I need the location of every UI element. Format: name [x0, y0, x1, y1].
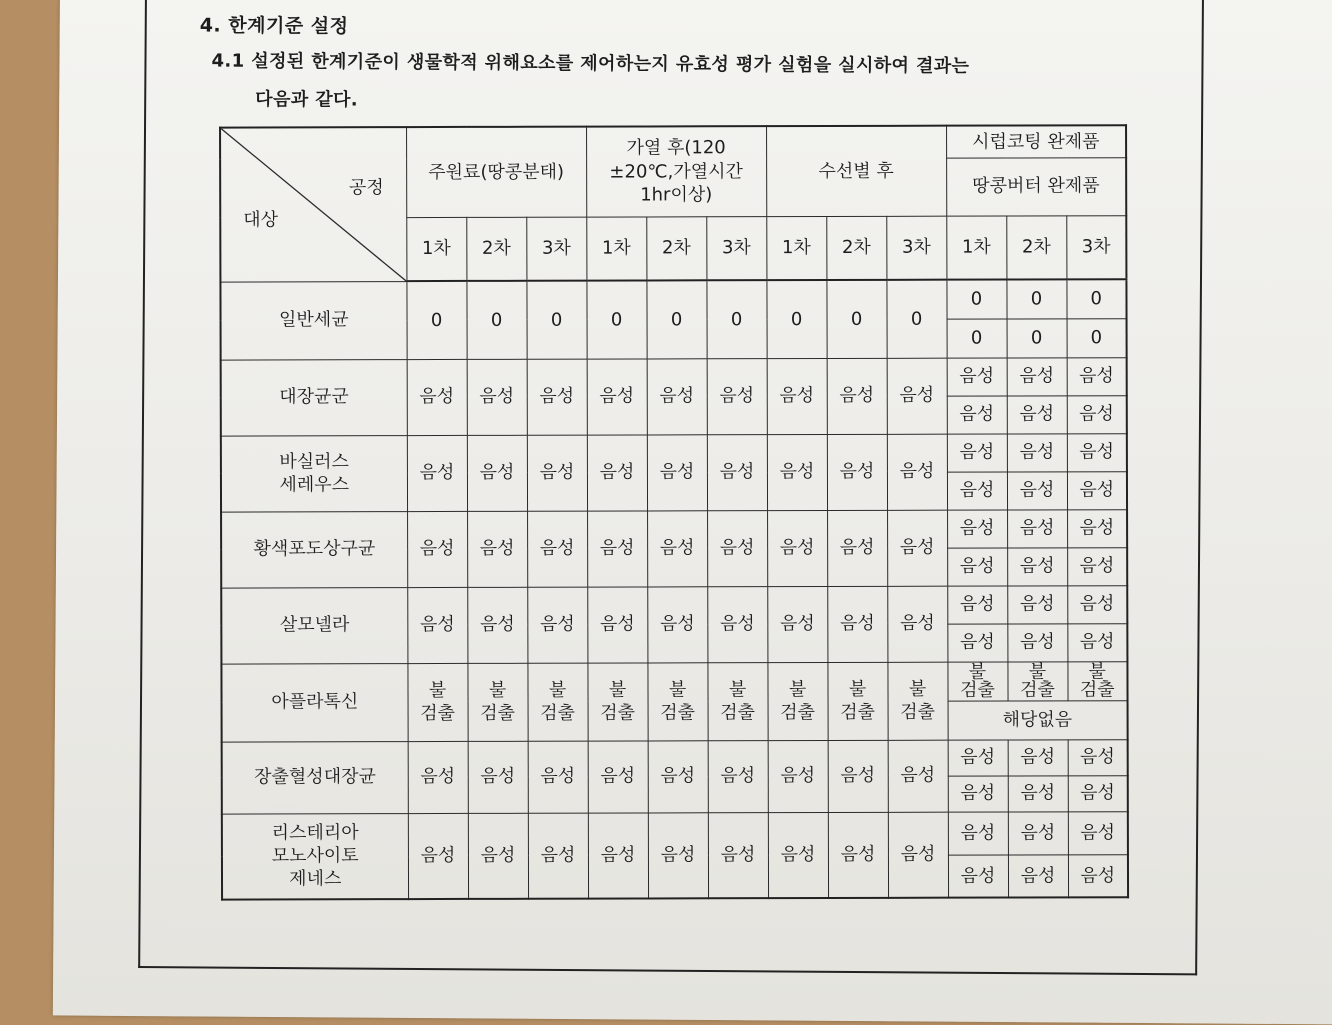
butter-result-cell: 음성 [1007, 623, 1067, 661]
result-cell [527, 663, 587, 741]
result-cell: 음성 [527, 435, 587, 511]
round-header: 1차 [946, 216, 1006, 280]
corner-header-cell [220, 127, 406, 281]
result-cell: 음성 [828, 740, 888, 812]
result-cell: 음성 [887, 586, 947, 662]
target-name-cell [221, 663, 407, 741]
result-cell: 음성 [827, 358, 887, 434]
result-line-top: 불 [548, 679, 567, 701]
result-cell: 음성 [528, 813, 588, 899]
round-header: 1차 [586, 216, 646, 280]
result-cell [707, 662, 767, 740]
butter-result-cell: 음성 [1067, 547, 1127, 585]
result-cell: 음성 [407, 587, 467, 663]
round-header: 1차 [406, 217, 466, 281]
result-cell: 음성 [647, 358, 707, 434]
target-name-cell [221, 435, 407, 511]
paragraph-line-2: 다음과 같다. [255, 88, 359, 111]
result-line-top: 불 [728, 678, 747, 700]
butter-result-cell: 음성 [947, 472, 1007, 510]
butter-result-cell: 음성 [1008, 854, 1068, 897]
result-cell: 0 [586, 280, 646, 358]
group-header-heat-line-1: 가열 후(120 [626, 137, 726, 159]
result-cell: 음성 [827, 586, 887, 662]
result-cell: 음성 [888, 740, 948, 812]
syrup-result-cell: 0 [946, 280, 1006, 319]
butter-result-cell: 음성 [1067, 395, 1127, 433]
result-cell: 음성 [648, 812, 708, 898]
result-line-bottom: 검출 [780, 702, 815, 724]
target-name-line: 살모넬라 [279, 614, 350, 636]
result-cell: 0 [526, 281, 586, 359]
round-header: 3차 [706, 216, 766, 280]
syrup-result-cell: 음성 [947, 358, 1007, 396]
result-cell: 음성 [767, 358, 827, 434]
butter-result-cell: 음성 [1067, 471, 1127, 509]
result-cell: 음성 [587, 434, 647, 510]
result-cell: 음성 [527, 511, 587, 587]
group-header-sort: 수선별 후 [766, 126, 946, 216]
target-name-line: 아플라톡신 [271, 691, 359, 713]
result-cell: 음성 [647, 434, 707, 510]
syrup-result-cell: 음성 [1007, 433, 1067, 471]
result-cell: 음성 [468, 813, 528, 899]
butter-result-cell: 음성 [1007, 395, 1067, 433]
butter-result-cell: 음성 [1007, 547, 1067, 585]
syrup-result-cell: 음성 [1008, 739, 1068, 775]
round-header: 3차 [1066, 215, 1126, 279]
result-cell: 음성 [707, 434, 767, 510]
butter-result-merged-cell: 해당없음 [948, 700, 1128, 739]
butter-result-cell: 음성 [1007, 471, 1067, 509]
syrup-result-cell: 음성 [1007, 585, 1067, 623]
round-header: 3차 [886, 216, 946, 280]
corner-diagonal-line [221, 128, 407, 282]
result-line-top: 불 [428, 679, 447, 701]
target-name-cell [221, 359, 407, 435]
group-header-heat-line-3: 1hr이상) [640, 184, 713, 206]
syrup-result-cell: 음성 [948, 812, 1008, 855]
result-cell: 0 [826, 280, 886, 358]
result-cell: 음성 [467, 359, 527, 435]
result-line-bottom: 검출 [420, 702, 455, 725]
round-header: 1차 [766, 216, 826, 280]
result-cell: 음성 [407, 511, 467, 587]
result-cell [587, 662, 647, 740]
target-name-cell [221, 511, 407, 587]
syrup-result-cell: 음성 [947, 586, 1007, 624]
result-line-bottom: 검출 [480, 702, 515, 724]
butter-result-cell: 음성 [1068, 854, 1128, 897]
paper-sheet [53, 0, 1332, 1025]
result-cell [467, 663, 527, 741]
butter-result-cell: 음성 [948, 855, 1008, 898]
syrup-result-cell: 음성 [1067, 357, 1127, 395]
result-cell: 음성 [707, 358, 767, 434]
syrup-result-cell: 음성 [1067, 509, 1127, 547]
result-line-top: 불 [488, 679, 507, 701]
syrup-result-cell: 음성 [1067, 585, 1127, 623]
syrup-result-cell: 음성 [947, 434, 1007, 472]
syrup-result-cell: 0 [1006, 279, 1066, 318]
syrup-result-cell [1007, 661, 1067, 700]
result-cell [827, 662, 887, 740]
result-cell: 음성 [648, 740, 708, 812]
target-name-line: 바실러스 [279, 450, 349, 473]
result-line-bottom: 검출 [840, 701, 875, 723]
group-header-syrup: 시럽코팅 완제품 [946, 125, 1126, 157]
result-cell: 음성 [407, 359, 467, 435]
result-cell: 음성 [887, 358, 947, 434]
result-cell: 음성 [587, 358, 647, 434]
result-cell: 음성 [888, 812, 948, 898]
butter-result-cell: 0 [947, 319, 1007, 358]
syrup-result-cell [1067, 661, 1127, 700]
result-cell: 음성 [588, 740, 648, 812]
result-cell: 음성 [768, 812, 828, 898]
syrup-result-cell: 음성 [1007, 509, 1067, 547]
target-name-line: 황색포도상구균 [253, 538, 376, 560]
syrup-line-bottom: 검출 [960, 679, 995, 701]
result-cell: 음성 [407, 435, 467, 511]
result-cell: 음성 [408, 813, 468, 899]
syrup-result-cell: 음성 [1067, 433, 1127, 471]
result-cell: 0 [466, 281, 526, 359]
result-line-top: 불 [608, 679, 627, 701]
result-cell: 음성 [887, 510, 947, 586]
result-line-bottom: 검출 [900, 701, 935, 723]
round-header: 2차 [1006, 215, 1066, 279]
result-cell: 음성 [708, 812, 768, 898]
result-line-bottom: 검출 [540, 702, 575, 724]
result-cell: 0 [706, 280, 766, 358]
result-cell: 음성 [768, 740, 828, 812]
butter-result-cell: 음성 [1067, 623, 1127, 661]
syrup-result-cell: 음성 [1068, 811, 1128, 854]
result-cell [647, 662, 707, 740]
group-header-heat [586, 126, 766, 216]
result-line-top: 불 [848, 678, 867, 700]
result-cell: 음성 [467, 435, 527, 511]
result-cell: 음성 [647, 586, 707, 662]
syrup-line-top: 불 [1028, 660, 1047, 682]
result-cell: 음성 [527, 587, 587, 663]
result-cell: 음성 [827, 510, 887, 586]
result-cell: 0 [646, 280, 706, 358]
butter-result-cell: 음성 [947, 396, 1007, 434]
result-cell: 음성 [887, 434, 947, 510]
syrup-result-cell: 음성 [947, 510, 1007, 548]
syrup-result-cell: 음성 [1008, 811, 1068, 854]
result-cell: 음성 [587, 586, 647, 662]
syrup-result-cell: 음성 [948, 740, 1008, 776]
target-name-cell [220, 281, 406, 359]
result-cell: 음성 [467, 587, 527, 663]
results-table [219, 124, 1129, 900]
round-header: 2차 [466, 217, 526, 281]
round-header: 2차 [826, 216, 886, 280]
butter-result-cell: 0 [1007, 318, 1067, 357]
result-cell: 음성 [587, 510, 647, 586]
corner-process-label: 공정 [348, 177, 384, 199]
result-cell: 음성 [588, 812, 648, 898]
butter-result-cell: 0 [1067, 318, 1127, 357]
target-name-line: 세레우스 [279, 474, 350, 496]
result-cell: 음성 [527, 359, 587, 435]
target-name-cell [222, 813, 408, 899]
target-name-cell [222, 741, 408, 813]
result-line-bottom: 검출 [600, 702, 635, 724]
group-header-raw: 주원료(땅콩분태) [406, 127, 586, 217]
syrup-line-bottom: 검출 [1020, 678, 1055, 700]
round-header: 3차 [526, 217, 586, 281]
syrup-result-cell: 음성 [1007, 357, 1067, 395]
result-cell: 음성 [767, 510, 827, 586]
target-name-line: 대장균군 [279, 386, 349, 408]
corner-target-label: 대상 [243, 209, 279, 231]
result-cell: 음성 [707, 586, 767, 662]
target-name-cell [221, 587, 407, 663]
butter-result-cell: 음성 [947, 624, 1007, 662]
result-line-top: 불 [668, 678, 687, 701]
result-cell: 음성 [528, 741, 588, 813]
target-name-line: 장출혈성대장균 [254, 766, 376, 788]
result-line-top: 불 [788, 678, 807, 700]
target-name-line: 리스테리아 [271, 821, 359, 844]
result-cell: 음성 [708, 740, 768, 812]
syrup-line-top: 불 [1088, 660, 1106, 682]
butter-result-cell: 음성 [948, 776, 1008, 812]
result-cell: 음성 [767, 434, 827, 510]
syrup-line-top: 불 [968, 661, 987, 683]
result-cell: 음성 [767, 586, 827, 662]
result-cell [407, 663, 467, 741]
result-cell: 음성 [468, 741, 528, 813]
syrup-result-cell: 음성 [1068, 739, 1128, 775]
round-header: 2차 [646, 216, 706, 280]
result-cell [767, 662, 827, 740]
result-line-top: 불 [908, 678, 927, 700]
group-header-heat-line-2: ±20℃,가열시간 [609, 160, 743, 183]
result-line-bottom: 검출 [720, 702, 755, 724]
group-header-butter: 땅콩버터 완제품 [946, 157, 1126, 215]
target-name-line: 모노사이토 [271, 845, 359, 867]
butter-result-cell: 음성 [1068, 775, 1128, 811]
target-name-line: 일반세균 [278, 309, 349, 331]
syrup-line-bottom: 검출 [1079, 678, 1115, 700]
butter-result-cell: 음성 [1008, 775, 1068, 811]
result-cell [887, 662, 947, 740]
paragraph-line-1: 4.1 설정된 한계기준이 생물학적 위해요소를 제어하는지 유효성 평가 실험을 실시하여 결과는 [211, 50, 970, 77]
result-cell: 음성 [408, 741, 468, 813]
syrup-result-cell: 0 [1066, 279, 1126, 318]
syrup-result-cell [947, 662, 1007, 701]
butter-result-cell: 음성 [947, 548, 1007, 586]
target-name-line: 제네스 [289, 868, 342, 890]
result-cell: 0 [766, 280, 826, 358]
section-heading: 4. 한계기준 설정 [199, 14, 349, 38]
result-cell: 음성 [827, 434, 887, 510]
result-cell: 음성 [467, 511, 527, 587]
result-cell: 음성 [828, 812, 888, 898]
result-line-bottom: 검출 [660, 702, 695, 724]
result-cell: 음성 [647, 510, 707, 586]
result-cell: 0 [406, 281, 466, 359]
result-cell: 음성 [707, 510, 767, 586]
result-cell: 0 [886, 280, 946, 358]
